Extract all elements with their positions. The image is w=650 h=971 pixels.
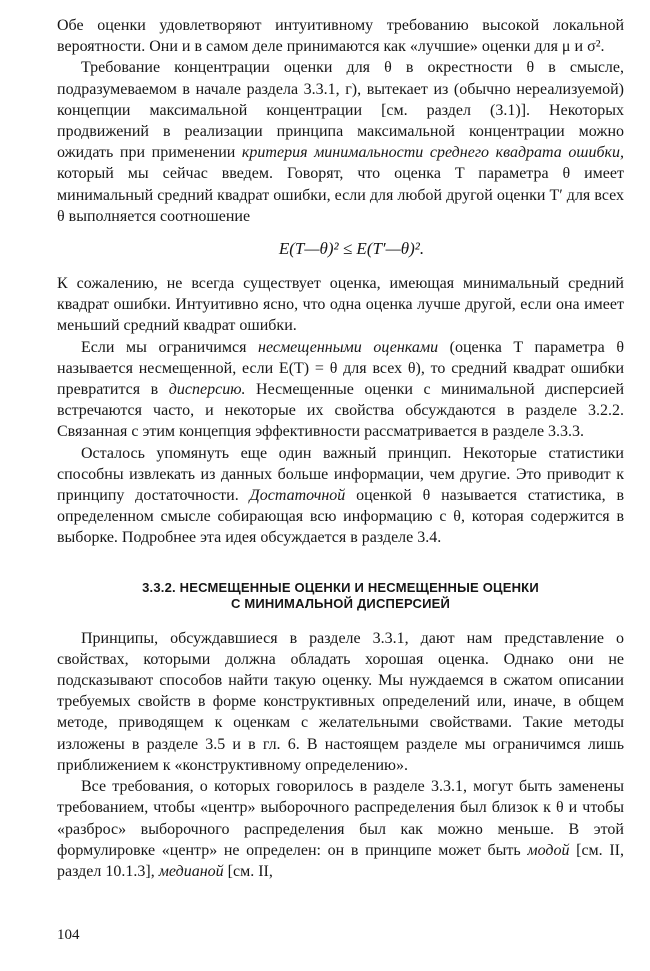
paragraph-4-text-a: Если мы ограничимся xyxy=(81,338,259,356)
page-body xyxy=(57,15,624,882)
paragraph-5-term-sufficient: Достаточной xyxy=(249,487,346,505)
section-heading-line-1: 3.3.2. НЕСМЕЩЕННЫЕ ОЦЕНКИ И НЕСМЕЩЕННЫЕ ОЦЕНКИ xyxy=(142,579,539,595)
paragraph-7-term-mode: модой xyxy=(527,841,570,859)
paragraph-2-text-a: Требование концентрации оценки для θ в окрестности θ в смысле, подразумеваемом в начале раздела 3.3.1, г), вытекает из (обычно нереализуемой) концепции максимальной концентрации [см. раздел (3.1)]. Некоторых продвижений в реализации принципа максимальной концентрации можно ожидать при применении xyxy=(57,59,624,162)
paragraph-4-text-b: (оценка T параметра θ называется несмещенной, если E(T) = θ для всех θ), то средний квадрат ошибки превратится в xyxy=(57,338,624,399)
paragraph-1: Обе оценки удовлетворяют интуитивному требованию высокой локальной вероятности. Они и в самом деле принимаются как «лучшие» оценки для μ и σ². xyxy=(57,17,624,56)
paragraph-5-text-b: оценкой θ называется статистика, в определенном смысле собирающая всю информацию с θ, которая содержится в выборке. Подробнее эта идея обсуждается в разделе 3.4. xyxy=(57,487,625,547)
paragraph-5 xyxy=(57,443,624,549)
paragraph-4 xyxy=(57,337,624,443)
section-heading-line-2: С МИНИМАЛЬНОЙ ДИСПЕРСИЕЙ xyxy=(230,595,451,611)
paragraph-6: Принципы, обсуждавшиеся в разделе 3.3.1, дают нам представление о свойствах, которыми должна обладать хорошая оценка. Однако они не подсказывают способов найти такую оценку. Мы нуждаемся в сжатом описании требуемых свойств в форме конструктивных определений или, иначе, в общем методе, приводящем к оценкам с желательными свойствами. Такие методы изложены в разделе 3.5 и в гл. 6. В настоящем разделе мы ограничимся лишь приближением к «конструктивному определению». xyxy=(57,629,624,774)
paragraph-2-term: критерия минимальности среднего квадрата ошибки, xyxy=(241,144,624,162)
paragraph-7 xyxy=(57,776,624,882)
paragraph-4-term-variance: дисперсию. xyxy=(168,381,246,399)
page-number: 104 xyxy=(57,927,80,943)
paragraph-7-text-c: [см. II, xyxy=(223,862,273,880)
paragraph-5-text-a: Осталось упомянуть еще один важный принцип. Некоторые статистики способны извлекать из данных больше информации, чем другие. Это приводит к принципу достаточности. xyxy=(57,444,624,505)
paragraph-7-term-median: медианой xyxy=(158,862,224,880)
paragraph-4-text-c: Несмещенные оценки с минимальной дисперсией встречаются часто, и некоторые их свойства обсуждаются в разделе 3.2.2. Связанная с этим концепция эффективности рассматривается в разделе 3.3.3. xyxy=(57,381,625,441)
paragraph-3: К сожалению, не всегда существует оценка, имеющая минимальный средний квадрат ошибки. Интуитивно ясно, что одна оценка лучше другой, если она имеет меньший средний квадрат ошибки. xyxy=(57,275,624,335)
paragraph-7-text-b: [см. II, раздел 10.1.3], xyxy=(57,841,624,880)
paragraph-2 xyxy=(57,57,624,227)
section-heading xyxy=(57,580,624,612)
paragraph-4-term-unbiased: несмещенными оценками xyxy=(258,338,439,356)
mse-formula: E(T—θ)² ≤ E(T′—θ)². xyxy=(278,239,425,259)
paragraph-7-text-a: Все требования, о которых говорилось в разделе 3.3.1, могут быть заменены требованием, чтобы «центр» выборочного распределения был близок к θ и чтобы «разброс» выборочного распределения был как можно меньше. В этой формулировке «центр» не определен: он в принципе может быть xyxy=(57,778,624,859)
paragraph-2-text-b: который мы сейчас введем. Говорят, что оценка T параметра θ имеет минимальный средний квадрат ошибки, если для любой другой оценки T′ для всех θ выполняется соотношение xyxy=(57,165,624,225)
